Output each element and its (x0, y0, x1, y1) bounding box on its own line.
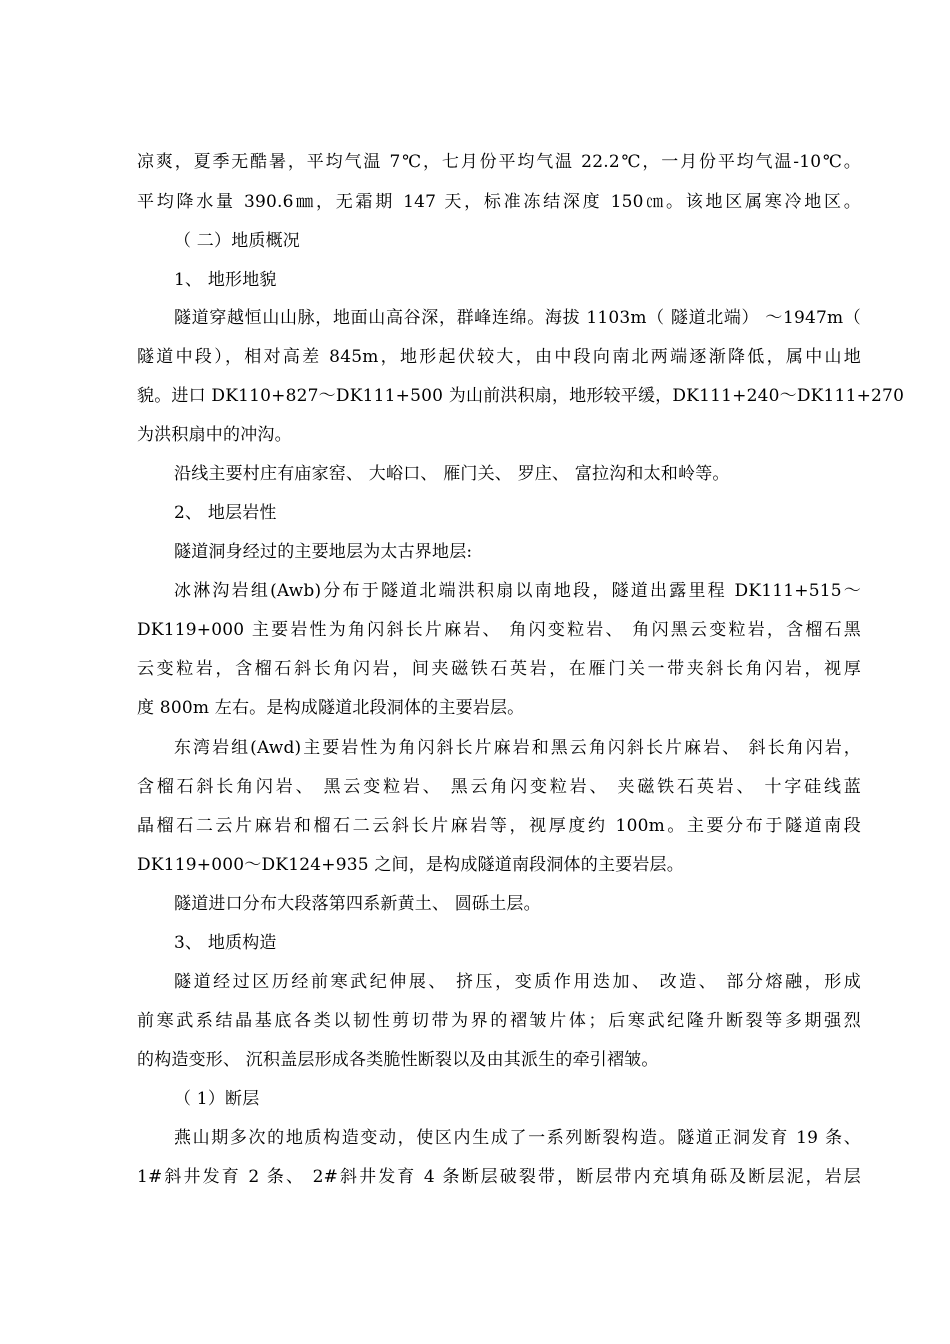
text-line: 云变粒岩，含榴石斜长角闪岩，间夹磁铁石英岩，在雁门关一带夹斜长角闪岩，视厚 (137, 659, 861, 679)
paragraph-first-line: 隧道经过区历经前寒武纪伸展、 挤压，变质作用迭加、 改造、 部分熔融，形成 (174, 972, 861, 992)
subsection-heading: 3、 地质构造 (174, 933, 277, 953)
paragraph-first-line: 沿线主要村庄有庙家窑、 大峪口、 雁门关、 罗庄、 富拉沟和太和岭等。 (174, 464, 730, 484)
text-line: 貌。进口 DK110+827～DK111+500 为山前洪积扇，地形较平缓，DK111+240～DK111+270 (137, 386, 905, 406)
subsection-heading: 2、 地层岩性 (174, 503, 277, 523)
text-line: 为洪积扇中的冲沟。 (137, 425, 292, 445)
subsection-heading: 1、 地形地貌 (174, 270, 277, 290)
text-line: 晶榴石二云片麻岩和榴石二云斜长片麻岩等，视厚度约 100m。主要分布于隧道南段 (137, 816, 861, 836)
paragraph-first-line: 隧道进口分布大段落第四系新黄土、 圆砾土层。 (174, 894, 541, 914)
text-line: DK119+000 主要岩性为角闪斜长片麻岩、 角闪变粒岩、 角闪黑云变粒岩，含榴石黑 (137, 620, 861, 640)
text-line: 前寒武系结晶基底各类以韧性剪切带为界的褶皱片体；后寒武纪隆升断裂等多期强烈 (137, 1011, 861, 1031)
text-line: DK119+000～DK124+935 之间，是构成隧道南段洞体的主要岩层。 (137, 855, 684, 875)
paragraph-first-line: 冰淋沟岩组(Awb)分布于隧道北端洪积扇以南地段，隧道出露里程 DK111+515～ (174, 581, 861, 601)
text-line: 含榴石斜长角闪岩、 黑云变粒岩、 黑云角闪变粒岩、 夹磁铁石英岩、 十字硅线蓝 (137, 777, 861, 797)
paragraph-first-line: 隧道洞身经过的主要地层为太古界地层: (174, 542, 473, 562)
paragraph-first-line: 燕山期多次的地质构造变动，使区内生成了一系列断裂构造。隧道正洞发育 19 条、 (174, 1128, 861, 1148)
paragraph-first-line: 隧道穿越恒山山脉，地面山高谷深，群峰连绵。海拔 1103m（ 隧道北端） ～1947m（ (174, 308, 861, 328)
section-heading: （ 二）地质概况 (174, 231, 301, 251)
text-line: 度 800m 左右。是构成隧道北段洞体的主要岩层。 (137, 698, 525, 718)
text-line: 隧道中段），相对高差 845m，地形起伏较大，由中段向南北两端逐渐降低，属中山地 (137, 347, 861, 367)
text-line: 的构造变形、 沉积盖层形成各类脆性断裂以及由其派生的牵引褶皱。 (137, 1050, 659, 1070)
text-line: 1#斜井发育 2 条、 2#斜井发育 4 条断层破裂带，断层带内充填角砾及断层泥，岩层 (137, 1167, 861, 1187)
subsection-heading: （ 1）断层 (174, 1089, 260, 1109)
paragraph-first-line: 东湾岩组(Awd)主要岩性为角闪斜长片麻岩和黑云角闪斜长片麻岩、 斜长角闪岩， (174, 738, 861, 758)
text-line: 平均降水量 390.6㎜，无霜期 147 天，标准冻结深度 150㎝。该地区属寒冷地区。 (137, 192, 861, 212)
text-line: 凉爽，夏季无酷暑，平均气温 7℃，七月份平均气温 22.2℃，一月份平均气温-10℃。 (137, 152, 861, 172)
